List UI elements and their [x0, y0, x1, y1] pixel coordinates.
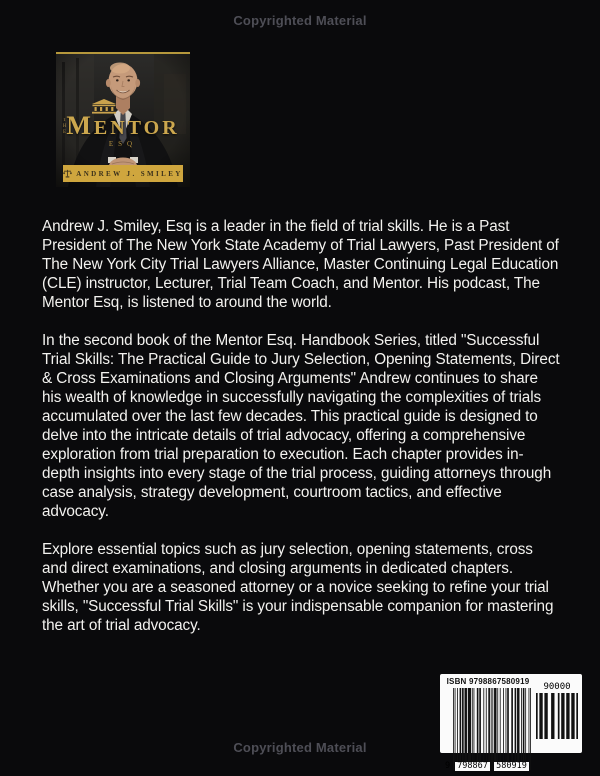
- cover-the-label: THE: [62, 118, 67, 136]
- isbn-label: ISBN 9798867580919: [446, 677, 530, 686]
- author-banner-label: ANDREW J. SMILEY: [76, 169, 183, 178]
- barcode-addon-value: 90000: [543, 682, 571, 692]
- back-cover-text: [42, 217, 560, 654]
- addon-barcode: [536, 677, 578, 749]
- back-cover-paragraph-1: Andrew J. Smiley, Esq is a leader in the field of trial skills. He is a Past President of The New York State Academy of Trial Lawyers, Past President of The New York City Trial Lawyers Alliance, Master Continuing Legal Education (CLE) instructor, Lecturer, Trial Team Coach, and Mentor. His podcast, The Mentor Esq, is listened to around the world.: [42, 218, 559, 311]
- barcode-digit-group2: 580919: [494, 762, 529, 771]
- ean-digits: [445, 762, 531, 771]
- copyright-bottom-label: Copyrighted Material: [233, 740, 367, 755]
- ean-barcode-bars: [453, 688, 531, 770]
- cover-subtitle: ESQ: [108, 140, 138, 148]
- pediment-icon: [92, 99, 116, 114]
- barcode-digit-lead: 9: [445, 761, 451, 772]
- cover-thumbnail: [56, 52, 190, 187]
- back-cover-paragraph-3: Explore essential topics such as jury selection, opening statements, cross and direct examinations, and closing arguments in dedicated chapters. Whether you are a seasoned attorney or a novice seeking to refine your trial skills, "Successful Trial Skills" is your indispensable companion for mastering the art of trial advocacy.: [42, 541, 554, 634]
- ean-barcode: [445, 677, 531, 772]
- cover-title: MENTOR: [66, 111, 180, 140]
- back-cover-paragraph-2: In the second book of the Mentor Esq. Handbook Series, titled "Successful Trial Skills: The Practical Guide to Jury Selection, Opening Statements, Direct & Cross Examinations and Closing Arguments" Andrew continues to share his wealth of knowledge in successfully navigating the complexities of trials accumulated over the last few decades. This practical guide is designed to delve into the intricate details of trial advocacy, offering a comprehensive exploration from trial preparation to execution. Each chapter provides in-depth insights into every stage of the trial process, guiding attorneys through case analysis, strategy development, courtroom tactics, and effective advocacy.: [42, 332, 560, 520]
- author-banner: [63, 165, 183, 182]
- addon-barcode-bars: [536, 693, 578, 739]
- copyright-top-label: Copyrighted Material: [233, 13, 367, 28]
- barcode-digit-group1: 798867: [455, 762, 490, 771]
- scales-icon: [63, 169, 72, 178]
